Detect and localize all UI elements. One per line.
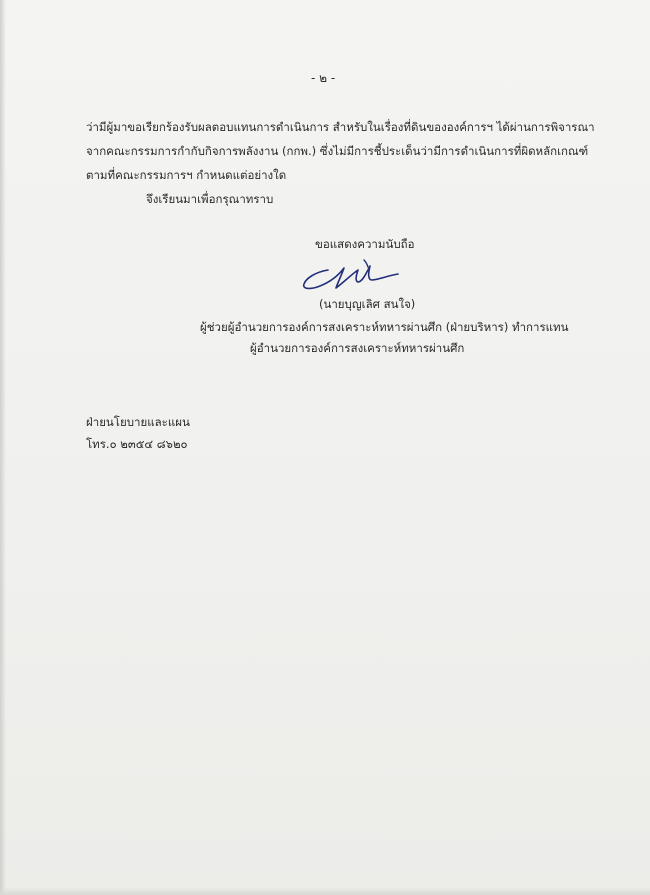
department-name: ฝ่ายนโยบายและแผน bbox=[86, 415, 190, 429]
page-number: - ๒ - bbox=[311, 71, 336, 85]
handwritten-signature bbox=[298, 256, 410, 296]
page-shadow-left bbox=[0, 0, 6, 895]
signer-name: (นายบุญเลิศ สนใจ) bbox=[319, 297, 416, 311]
closing-line: จึงเรียนมาเพื่อกรุณาทราบ bbox=[146, 192, 274, 206]
signer-title-line-1: ผู้ช่วยผู้อำนวยการองค์การสงเคราะห์ทหารผ่านศึก (ฝ่ายบริหาร) ทำการแทน bbox=[200, 320, 569, 334]
complimentary-close: ขอแสดงความนับถือ bbox=[315, 237, 415, 251]
signature-stroke-main bbox=[304, 266, 398, 288]
body-text-line-1: ว่ามีผู้มาขอเรียกร้องรับผลตอบแทนการดำเนินการ สำหรับในเรื่องที่ดินขององค์การฯ ได้ผ่านการพิจารณา bbox=[86, 120, 595, 134]
body-text-line-2: จากคณะกรรมการกำกับกิจการพลังงาน (กกพ.) ซึ่งไม่มีการชี้ประเด็นว่ามีการดำเนินการที่ผิดหลักเกณฑ์ bbox=[86, 144, 589, 158]
signature-stroke-accent bbox=[364, 260, 368, 267]
phone-number: โทร.๐ ๒๓๕๔ ๘๖๒๐ bbox=[86, 437, 188, 451]
signer-title-line-2: ผู้อำนวยการองค์การสงเคราะห์ทหารผ่านศึก bbox=[250, 341, 465, 355]
body-text-line-3: ตามที่คณะกรรมการฯ กำหนดแต่อย่างใด bbox=[86, 168, 287, 182]
page-shadow-bottom bbox=[0, 887, 650, 895]
